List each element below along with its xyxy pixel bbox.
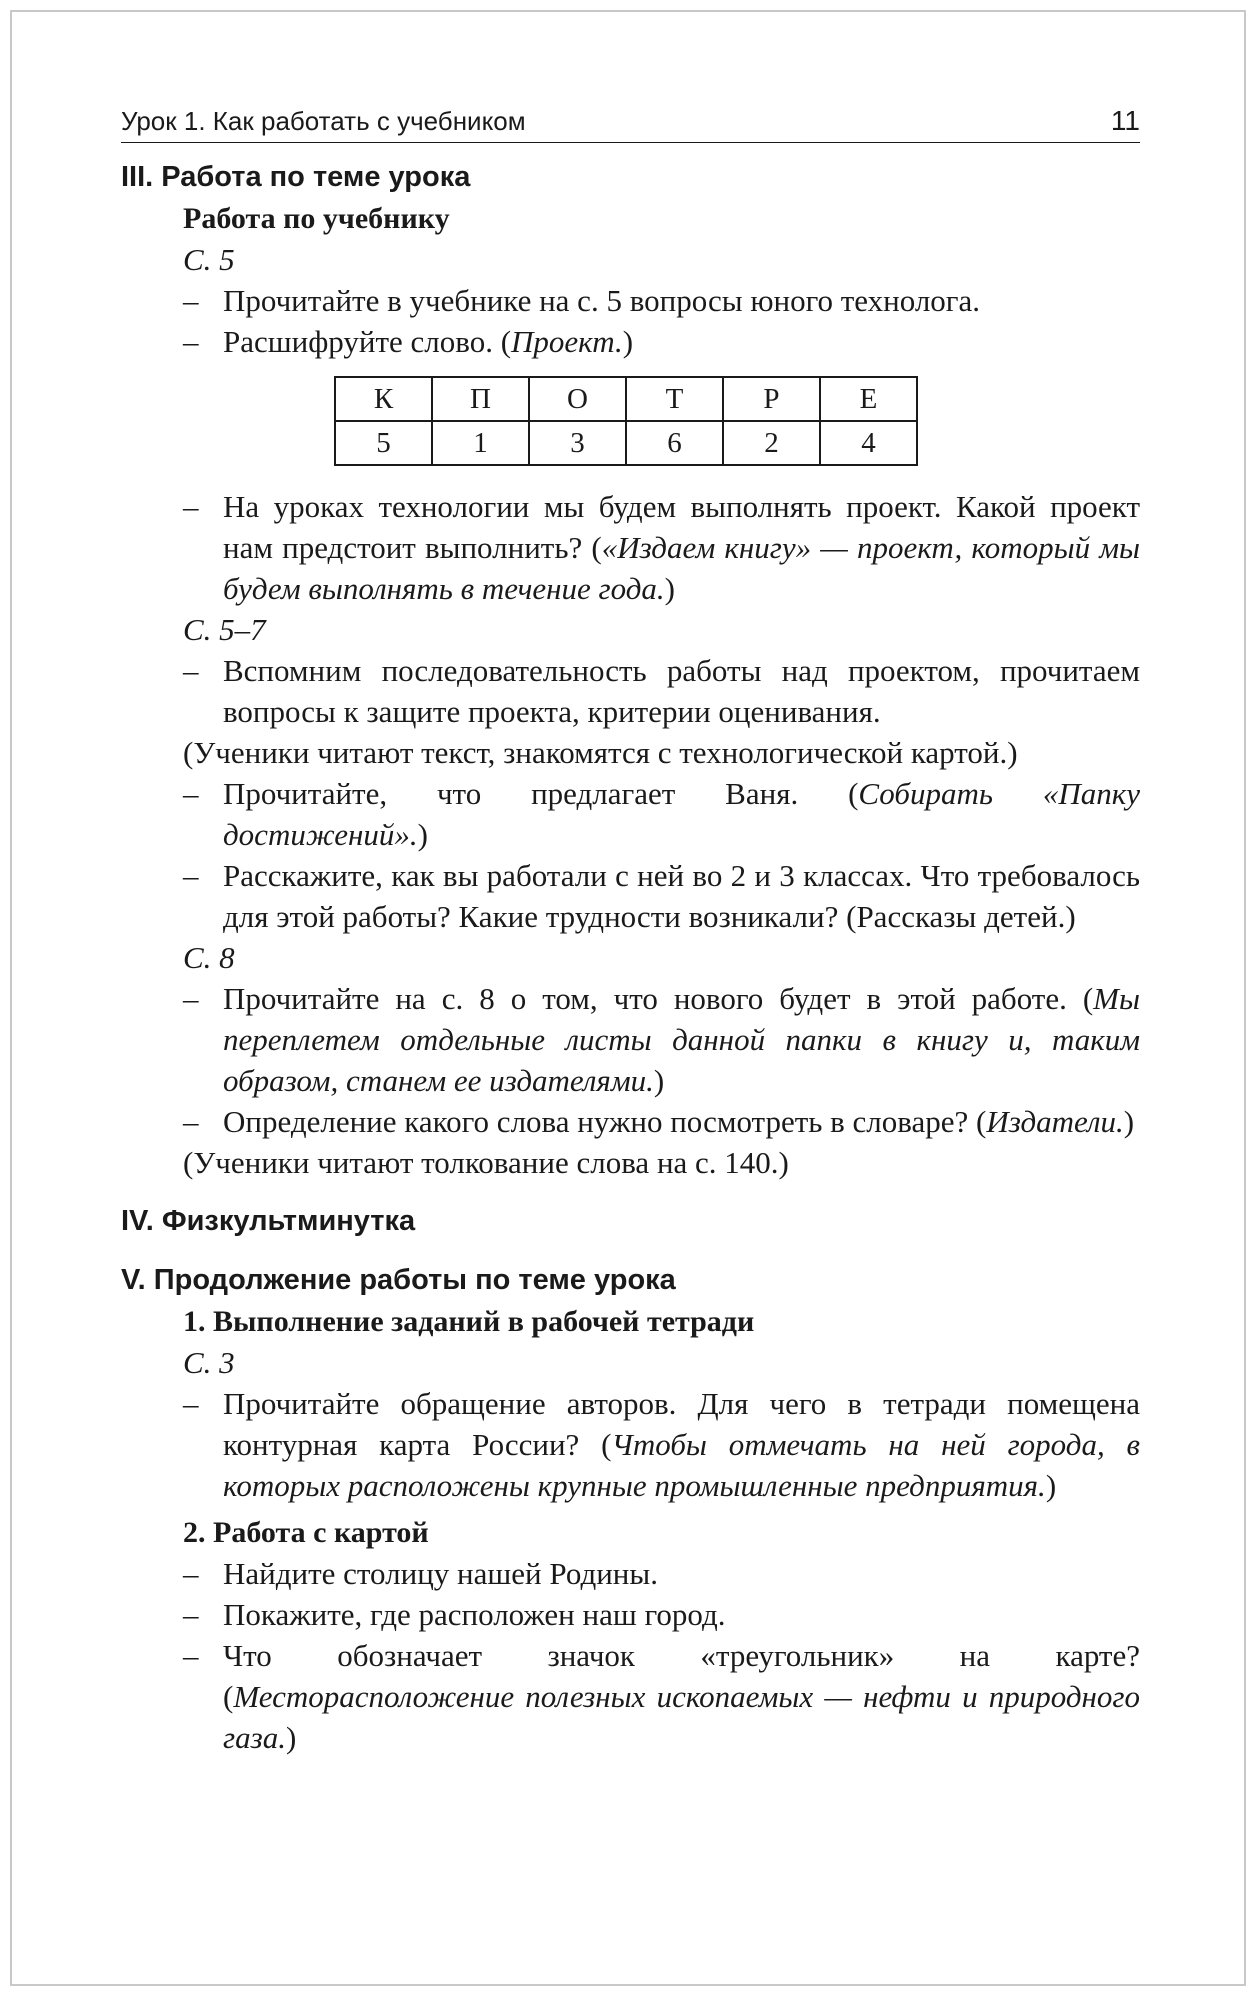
list-item — [183, 280, 1140, 321]
lesson-title: Урок 1. Как работать с учебником — [121, 106, 526, 136]
answer-text: Месторасположение полезных ископаемых — нефти и природного газа. — [223, 1679, 1140, 1755]
list-item-text: Определение какого слова нужно посмотреть в словаре? (Издатели.) — [223, 1104, 1135, 1139]
cipher-letter: П — [432, 377, 529, 421]
page-content — [121, 106, 1140, 1758]
page-ref-5-7: С. 5–7 — [183, 612, 266, 647]
dash-marker: – — [183, 1386, 199, 1421]
list-item-text: Прочитайте обращение авторов. Для чего в тетради помещена контурная карта России? (Чтобы отмечать на ней города, в которых расположены крупные промышленные предприятия.) — [223, 1386, 1140, 1503]
cipher-letter: К — [335, 377, 432, 421]
list-item-text: На уроках технологии мы будем выполнять проект. Какой проект нам предстоит выполнить? («Издаем книгу» — проект, который мы будем выполнять в течение года.) — [223, 489, 1140, 606]
dash-marker: – — [183, 776, 199, 811]
dash-marker: – — [183, 283, 199, 318]
list-item — [183, 650, 1140, 732]
cipher-letter: Е — [820, 377, 917, 421]
answer-text: Издатели. — [986, 1104, 1124, 1139]
dash-marker: – — [183, 981, 199, 1016]
cipher-number: 1 — [432, 421, 529, 465]
cipher-letter: О — [529, 377, 626, 421]
list-item-text: Прочитайте в учебнике на с. 5 вопросы юного технолога. — [223, 283, 981, 318]
teacher-note: (Ученики читают текст, знакомятся с технологической картой.) — [183, 735, 1018, 770]
list-item-text: Прочитайте на с. 8 о том, что нового будет в этой работе. (Мы переплетем отдельные листы данной папки в книгу и, таким образом, станем ее издателями.) — [223, 981, 1140, 1098]
list-item — [183, 855, 1140, 937]
section-3-heading: III. Работа по теме урока — [121, 161, 471, 193]
section-5-heading: V. Продолжение работы по теме урока — [121, 1264, 676, 1296]
list-item-text: Покажите, где расположен наш город. — [223, 1597, 726, 1632]
page-ref-5: С. 5 — [183, 242, 235, 277]
cipher-letter: Т — [626, 377, 723, 421]
answer-text: Мы переплетем отдельные листы данной папки в книгу и, таким образом, станем ее издателями. — [223, 981, 1140, 1098]
cipher-number: 6 — [626, 421, 723, 465]
answer-text: Проект. — [511, 324, 623, 359]
cipher-number: 4 — [820, 421, 917, 465]
teacher-note: (Ученики читают толкование слова на с. 140.) — [183, 1145, 789, 1180]
list-item — [183, 1553, 1140, 1594]
running-header — [121, 106, 1140, 143]
dash-marker: – — [183, 1597, 199, 1632]
answer-text: «Издаем книгу» — проект, который мы будем выполнять в течение года. — [223, 530, 1140, 606]
dash-marker: – — [183, 1638, 199, 1673]
cipher-number: 5 — [335, 421, 432, 465]
list-item — [183, 1383, 1140, 1506]
dash-marker: – — [183, 489, 199, 524]
list-item-text: Найдите столицу нашей Родины. — [223, 1556, 658, 1591]
section-4-heading: IV. Физкультминутка — [121, 1205, 416, 1237]
list-item-text: Расшифруйте слово. (Проект.) — [223, 324, 634, 359]
answer-text: Чтобы отмечать на ней города, в которых расположены крупные промышленные предприятия. — [223, 1427, 1140, 1503]
section-3-subheading: Работа по учебнику — [183, 202, 450, 235]
list-item — [183, 321, 1140, 362]
dash-marker: – — [183, 1556, 199, 1591]
section-5-subheading-2: 2. Работа с картой — [183, 1516, 429, 1549]
page-ref-3: С. 3 — [183, 1345, 235, 1380]
page-number: 11 — [1110, 105, 1140, 136]
cipher-letter: Р — [723, 377, 820, 421]
dash-marker: – — [183, 1104, 199, 1139]
answer-text: Собирать «Папку достижений». — [223, 776, 1140, 852]
list-item-text: Что обозначает значок «треугольник» на карте? (Месторасположение полезных ископаемых — нефти и природного газа.) — [223, 1638, 1140, 1755]
list-item — [183, 978, 1140, 1101]
dash-marker: – — [183, 858, 199, 893]
cipher-numbers-row — [335, 421, 917, 465]
dash-marker: – — [183, 324, 199, 359]
cipher-table — [334, 376, 918, 466]
list-item — [183, 486, 1140, 609]
list-item-text: Прочитайте, что предлагает Ваня. (Собирать «Папку достижений».) — [223, 776, 1140, 852]
dash-marker: – — [183, 653, 199, 688]
list-item — [183, 1594, 1140, 1635]
section-5-subheading-1: 1. Выполнение заданий в рабочей тетради — [183, 1305, 755, 1338]
list-item — [183, 773, 1140, 855]
page-ref-8: С. 8 — [183, 940, 235, 975]
list-item — [183, 1635, 1140, 1758]
cipher-letters-row — [335, 377, 917, 421]
cipher-number: 3 — [529, 421, 626, 465]
list-item-text: Расскажите, как вы работали с ней во 2 и 3 классах. Что требовалось для этой работы? Какие трудности возникали? (Рассказы детей.) — [223, 858, 1140, 934]
cipher-number: 2 — [723, 421, 820, 465]
list-item — [183, 1101, 1140, 1142]
list-item-text: Вспомним последовательность работы над проектом, прочитаем вопросы к защите проекта, критерии оценивания. — [223, 653, 1140, 729]
